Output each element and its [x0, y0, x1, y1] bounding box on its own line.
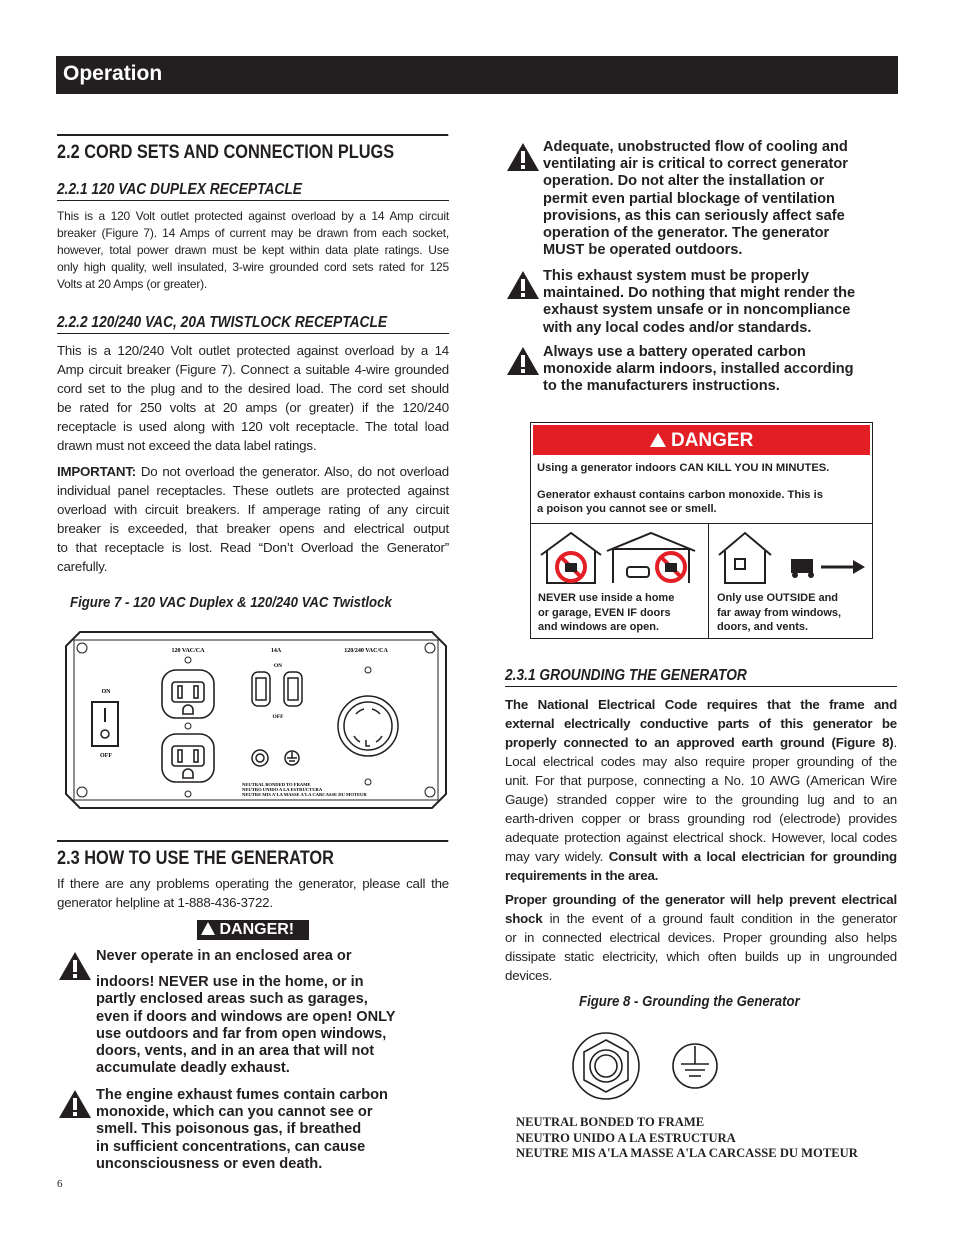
heading-2-2: 2.2 CORD SETS AND CONNECTION PLUGS [57, 134, 448, 164]
section-header-bar [56, 56, 898, 94]
fig7-neutral-line-1: NEUTRAL BONDED TO FRAME [242, 782, 311, 787]
paragraph-proper-grounding: Proper grounding of the generator will help prevent electrical shock in the event of a ground fault condition in the generator or in connected electrical devices. Proper grounding also helps dissipate static electricity, which often builds up in ungrounded devices. [505, 892, 897, 983]
grounding-lug-illustration [570, 1030, 720, 1102]
warning-triangle-icon [506, 346, 540, 376]
no-indoor-use-illustration [537, 529, 701, 585]
fig7-breaker-off: OFF [272, 714, 284, 720]
important-paragraph: IMPORTANT: Do not overload the generator. Also, do not overload individual panel receptacles. These outlets are protected against overload with circuit breakers. If amperage rating of any circuit breaker is exceeded, that breaker opens and electrical output to that receptacle is lost. Read “Don’t Overload the Generator” carefully. [57, 464, 449, 574]
danger-sign-text: Using a generator indoors CAN KILL YOU IN MINUTES. Generator exhaust contains carbon monoxide. This is a poison you cannot see or smell. [537, 462, 830, 515]
warning-exhaust-fumes: The engine exhaust fumes contain carbon monoxide, which can you cannot see or smell. This poisonous gas, if breathed in sufficient concentrations, can cause unconsciousness or even death. [96, 1087, 388, 1172]
important-label: IMPORTANT: [57, 464, 137, 479]
figure-8-neutral-text: NEUTRAL BONDED TO FRAME NEUTRO UNIDO A LA ESTRUCTURA NEUTRE MIS A'LA MASSE A'LA CARCASSE DU MOTEUR [516, 1115, 858, 1160]
danger-sign [530, 422, 873, 639]
fig7-neutral-line-2: NEUTRO UNIDO A LA ESTRUCTURA [242, 787, 323, 792]
paragraph-2-2-2: This is a 120/240 Volt outlet protected against overload by a 14 Amp circuit breaker (Figure 7). Connect a suitable 4-wire grounded cord set to the plug and to the desired load. The cord set should be rated for 250 volts at 20 amps (or greater) if the 120/240 receptacle is used along with 120 volt receptacle. The total load drawn must not exceed the data label ratings. [57, 343, 449, 453]
fig7-switch-off: OFF [100, 753, 112, 759]
warning-triangle-icon [58, 951, 92, 981]
figure-8-caption: Figure 8 - Grounding the Generator [579, 993, 800, 1010]
warning-triangle-icon [506, 270, 540, 300]
fig7-label-240: 120/240 VAC/CA [344, 648, 388, 654]
page-number: 6 [57, 1178, 63, 1190]
danger-sign-right-caption: Only use OUTSIDE and far away from windows, doors, and vents. [717, 592, 842, 633]
heading-2-2-1: 2.2.1 120 VAC DUPLEX RECEPTACLE [57, 181, 449, 201]
section-header-title: Operation [63, 62, 163, 85]
figure-7-panel-illustration [64, 630, 448, 810]
fig7-neutral-line-3: NEUTRE MIS A'LA MASSE A'LA CARCASSE DU MOTEUR [242, 792, 367, 797]
fig7-switch-on: ON [101, 689, 111, 695]
danger-label: DANGER! [197, 920, 309, 940]
danger-sign-header: DANGER [531, 423, 872, 457]
warning-triangle-icon [58, 1089, 92, 1119]
fig7-label-120: 120 VAC/CA [171, 648, 205, 654]
figure-7-caption: Figure 7 - 120 VAC Duplex & 120/240 VAC Twistlock [70, 594, 392, 611]
paragraph-2-3: If there are any problems operating the generator, please call the generator helpline at 1-888-436-3722. [57, 876, 449, 910]
fig7-label-14a: 14A [270, 648, 282, 654]
outdoor-use-illustration [715, 529, 867, 585]
warning-enclosed-area: Never operate in an enclosed area or indoors! NEVER use in the home, or in partly enclosed areas such as garages, even if doors and windows are open! ONLY use outdoors and far from open windows, doors, vents, and in an area that will not accumulate deadly exhaust. [96, 948, 396, 1077]
warning-co-alarm: Always use a battery operated carbon monoxide alarm indoors, installed according to the manufacturers instructions. [543, 344, 854, 395]
warning-ventilation: Adequate, unobstructed flow of cooling and ventilating air is critical to correct generator operation. Do not alter the installation or permit even partial blockage of ventilation provisions, as this can seriously affect safe operation of the generator. The generator MUST be operated outdoors. [543, 139, 848, 259]
paragraph-2-2-1: This is a 120 Volt outlet protected against overload by a 14 Amp circuit breaker (Figure 7). 14 Amps of current may be drawn from each socket, however, total power drawn must be kept within data plate ratings. Use only high quality, well insulated, 3-wire grounded cord sets rated for 125 Volts at 20 Amps (or greater). [57, 209, 449, 291]
warning-triangle-icon [650, 433, 666, 447]
danger-sign-left-caption: NEVER use inside a home or garage, EVEN IF doors and windows are open. [538, 592, 675, 633]
fig7-breaker-on: ON [273, 663, 283, 669]
warning-triangle-icon [506, 142, 540, 172]
heading-2-3: 2.3 HOW TO USE THE GENERATOR [57, 840, 448, 870]
warning-triangle-icon [201, 922, 215, 935]
heading-2-2-2: 2.2.2 120/240 VAC, 20A TWISTLOCK RECEPTACLE [57, 314, 449, 334]
warning-exhaust-system: This exhaust system must be properly maintained. Do nothing that might render the exhaust system unsafe or in noncompliance with any local codes and/or standards. [543, 268, 856, 336]
paragraph-grounding: The National Electrical Code requires that the frame and external electrically conductive parts of this generator be properly connected to an approved earth ground (Figure 8). Local electrical codes may also require proper grounding of the unit. For that purpose, connecting a No. 10 AWG (American Wire Gauge) stranded copper wire to the grounding lug and to an earth-driven copper or brass grounding rod (electrode) provides adequate protection against electrical shock. However, local codes may vary widely. Consult with a local electrician for grounding requirements in the area. [505, 697, 897, 883]
heading-2-3-1: 2.3.1 GROUNDING THE GENERATOR [505, 667, 897, 687]
